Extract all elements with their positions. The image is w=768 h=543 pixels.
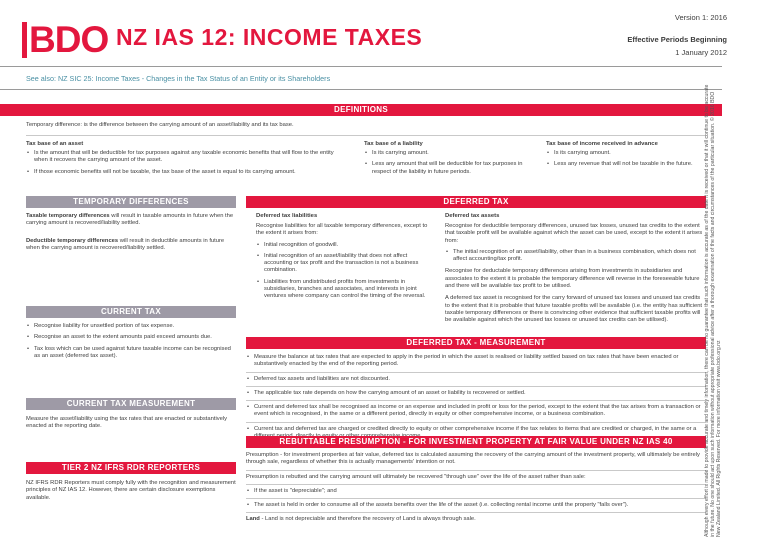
deferred-tax-liabilities (256, 213, 434, 301)
tax-base-liability-title: Tax base of a liability (364, 141, 423, 147)
current-tax-measurement-text: Measure the asset/liability using the tax rates that are enacted or substantively enacted at the reporting date. (26, 416, 228, 430)
rebuttable-presumption-header: REBUTTABLE PRESUMPTION - FOR INVESTMENT PROPERTY AT FAIR VALUE UNDER NZ IAS 40 (246, 436, 706, 448)
temporary-differences-header: TEMPORARY DIFFERENCES (26, 196, 236, 208)
rebuttable-presumption-paragraph: Presumption - for investment properties at fair value, deferred tax is calculated assuming the recovery of the carrying amount of the investment property, will ultimately be entirely through sale, regardless of whether this is actually managements' intention or not. (246, 452, 700, 466)
tax-base-liability (364, 141, 524, 176)
deferred-tax-liabilities-title: Deferred tax liabilities (256, 213, 318, 219)
tax-base-liability-bullet: • Less any amount that will be deductible for tax purposes in respect of the liability in future periods. (364, 161, 524, 176)
current-tax-measurement-header: CURRENT TAX MEASUREMENT (26, 398, 236, 410)
deferred-tax-liabilities-bullet: • Initial recognition of goodwill. (256, 242, 434, 249)
deferred-tax-measurement-bullet: • The applicable tax rate depends on how the carrying amount of an asset or liability is recovered or settled. (246, 390, 706, 397)
definitions-header: DEFINITIONS (0, 104, 722, 116)
version-label: Version 1: 2016 (674, 13, 727, 22)
deferred-tax-measurement-bullet: • Measure the balance at tax rates that are expected to apply in the period in which the asset is realised or liability settled based on tax rates that have been enacted or substantively enacted by the end of the reporting period. (246, 354, 706, 369)
definitions-divider (26, 135, 706, 136)
tax-base-income-title: Tax base of income received in advance (546, 141, 658, 147)
temporary-difference-definition: Temporary difference: is the difference between the carrying amount of an asset/liability and its tax base. (26, 122, 294, 128)
taxable-temporary-differences: Taxable temporary differences will result in taxable amounts in future when the carrying amount is recovered/liability settled. (26, 213, 234, 227)
deductible-temporary-differences: Deductible temporary differences will result in deductible amounts in future when the carrying amount is recovered/liability settled. (26, 238, 225, 252)
tax-base-income-bullet: • Less any revenue that will not be taxable in the future. (546, 161, 706, 168)
rebuttable-presumption-land: Land - Land is not depreciable and therefore the recovery of Land is always through sale. (246, 516, 476, 523)
tier2-header: TIER 2 NZ IFRS RDR REPORTERS (26, 462, 236, 474)
deferred-tax-assets-paragraph: A deferred tax asset is recognised for the carry forward of unused tax losses and unused tax credits to the extent that it is probable that future taxable profits will be available (i.e. the entity has sufficient taxable temporary differences or there is convincing other evidence that sufficient taxable profits will be available against which the unused tax losses or unused tax credits can be utilised). (445, 295, 703, 324)
deferred-tax-measurement-bullet: • Current and deferred tax shall be recognised as income or an expense and included in profit or loss for the period, except to the extent that the tax arises from a transaction or event which is recognised, in the same or a different period, directly in equity or other comprehensive income, or a business combination. (246, 404, 706, 419)
see-also-link[interactable]: See also: NZ SIC 25: Income Taxes - Changes in the Tax Status of an Entity or its Shareholders (26, 74, 331, 83)
deferred-tax-assets-title: Deferred tax assets (445, 213, 500, 219)
rebuttable-presumption-bullet: • If the asset is "depreciable"; and (246, 488, 706, 495)
current-tax-bullet: • Recognise an asset to the extent amounts paid exceed amounts due. (26, 334, 236, 341)
current-tax-bullet: • Recognise liability for unsettled portion of tax expense. (26, 323, 236, 330)
page-title: NZ IAS 12: INCOME TAXES (116, 24, 423, 50)
disclaimer-text: Although every effort is made to provide accurate and timely information, there can be no guarantee that such information is accurate as of the date it is received or that it will continue to be accurate in the future. No one should act upon such information without appropriate professional advice after a thorough examination of the facts and circumstances of the particular situation. © 2016 BDO New Zealand Limited. All Rights Reserved. For more information visit www.bdo.org.nz (704, 84, 722, 537)
deferred-tax-measurement-bullet: • Deferred tax assets and liabilities are not discounted. (246, 376, 706, 383)
effective-periods-label: Effective Periods Beginning (627, 35, 727, 44)
current-tax-list (26, 323, 236, 360)
tax-base-income-bullet: • Is its carrying amount. (546, 150, 706, 157)
tax-base-asset-bullet: • If those economic benefits will not be taxable, the tax base of the asset is equal to its carrying amount. (26, 169, 344, 176)
tax-base-asset (26, 141, 344, 176)
tax-base-asset-title: Tax base of an asset (26, 141, 84, 147)
bdo-logo: BDO (22, 20, 104, 60)
deferred-tax-assets (445, 213, 706, 325)
deferred-tax-liabilities-intro: Recognise liabilities for all taxable temporary differences, except to the extent it arises from: (256, 223, 428, 237)
deferred-tax-assets-bullet: • The initial recognition of an asset/liability, other than in a business combination, which does not affect accounting/tax profit. (445, 249, 706, 264)
deferred-tax-liabilities-bullet: • Initial recognition of an asset/liability that does not affect accounting or tax profit and the transaction is not a business combination. (256, 253, 434, 275)
rebuttable-presumption-bullet: • The asset is held in order to consume all of the assets benefits over the life of the asset (i.e. collecting rental income until the property "falls over"). (246, 502, 706, 509)
deferred-tax-liabilities-bullet: • Liabilities from undistributed profits from investments in subsidiaries, branches and associates, and interests in joint ventures where company can control the timing of the reversal. (256, 279, 434, 301)
current-tax-header: CURRENT TAX (26, 306, 236, 318)
deferred-tax-header: DEFERRED TAX (246, 196, 706, 208)
tax-base-income (546, 141, 706, 169)
rebuttable-presumption-paragraph: Presumption is rebutted and the carrying amount will ultimately be recovered "through use" over the life of the asset rather than sale: (246, 473, 586, 480)
deferred-tax-assets-intro: Recognise for deductible temporary differences, unused tax losses, unused tax credits to the extent that taxable profit will be available against which the asset can be used, except to the extent it arises from: (445, 223, 703, 244)
deferred-tax-assets-paragraph: Recognise for deductable temporary differences arising from investments in subsidiaries and associates to the extent it is probable the temporary difference will reverse in the foreseeable future and there will be available tax profit to be utilised. (445, 268, 700, 290)
deferred-tax-measurement-header: DEFERRED TAX - MEASUREMENT (246, 337, 706, 349)
rebuttable-presumption-body (246, 452, 706, 524)
tier2-text: NZ IFRS RDR Reporters must comply fully with the recognition and measurement principles of NZ IAS 12. However, there are certain disclosure exemptions available. (26, 480, 236, 501)
tax-base-asset-bullet: • Is the amount that will be deductible for tax purposes against any taxable economic benefits that will flow to the entity when it recovers the carrying amount of the asset. (26, 150, 344, 165)
deferred-tax-measurement-list (246, 354, 706, 440)
see-also-divider (0, 89, 722, 90)
deferred-tax-measurement-bullet: • Current tax and deferred tax are charged or credited directly to equity or other comprehensive income if the tax relates to items that are credited or charged, in the same or a (246, 426, 706, 441)
header-divider (0, 66, 722, 67)
tax-base-liability-bullet: • Is its carrying amount. (364, 150, 524, 157)
effective-date: 1 January 2012 (675, 48, 727, 57)
current-tax-bullet: • Tax loss which can be used against future taxable income can be recognised as an asset (deferred tax asset). (26, 346, 236, 361)
